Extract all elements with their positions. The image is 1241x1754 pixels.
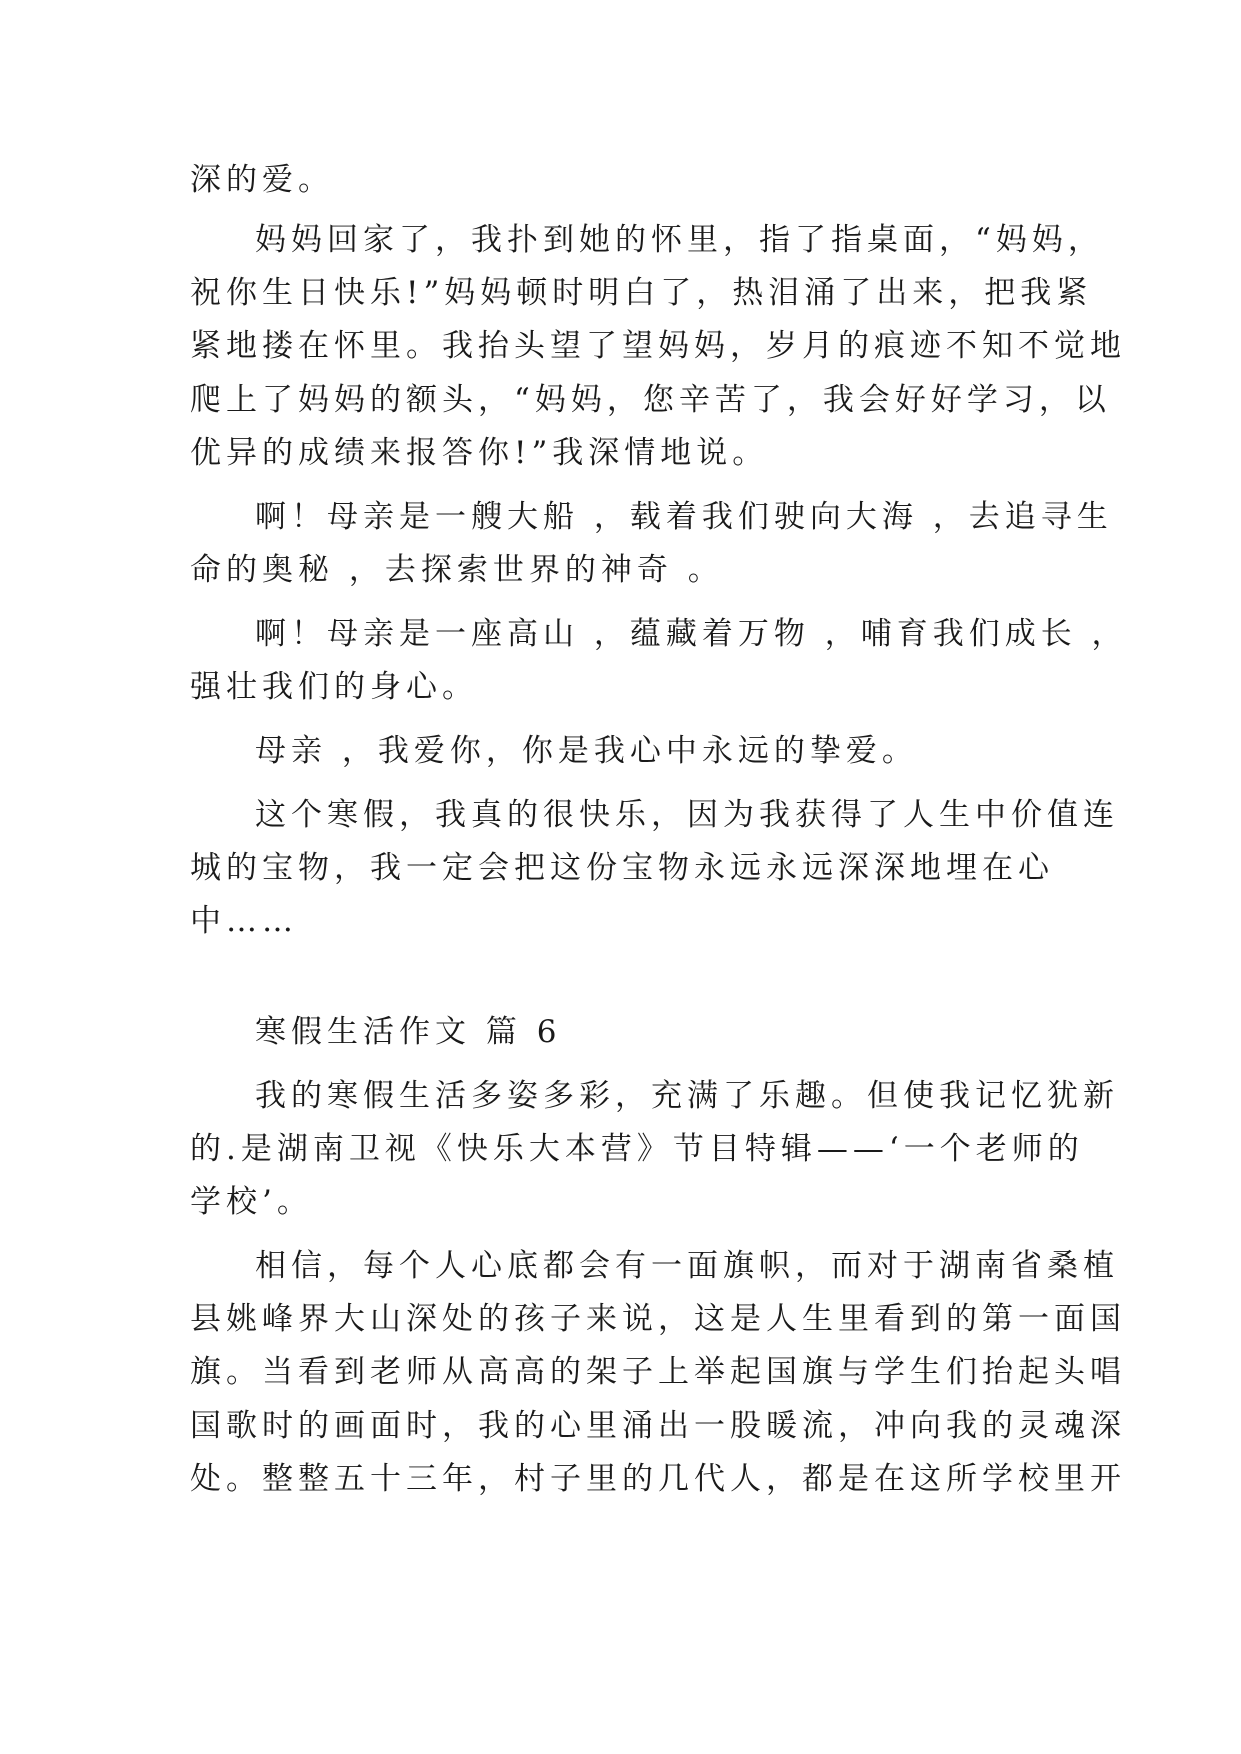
text-line: 祝你生日快乐!”妈妈顿时明白了，热泪涌了出来，把我紧: [190, 275, 1093, 311]
text-line: 强壮我们的身心。: [190, 669, 478, 705]
text-line: 中……: [190, 903, 298, 939]
text-line: 我的寒假生活多姿多彩，充满了乐趣。但使我记忆犹新: [255, 1078, 1119, 1114]
text-line: 爬上了妈妈的额头，“妈妈，您辛苦了，我会好好学习，以: [190, 382, 1111, 418]
text-line: 旗。当看到老师从高高的架子上举起国旗与学生们抬起头唱: [190, 1354, 1126, 1390]
text-line: 母亲 ，我爱你，你是我心中永远的挚爱。: [255, 733, 918, 769]
text-line: 的.是湖南卫视《快乐大本营》节目特辑——‘一个老师的: [190, 1131, 1084, 1167]
text-line: 相信，每个人心底都会有一面旗帜，而对于湖南省桑植: [255, 1248, 1119, 1284]
text-line: 妈妈回家了，我扑到她的怀里，指了指桌面，“妈妈，: [255, 222, 1104, 258]
text-line: 啊！母亲是一座高山 ，蕴藏着万物 ，哺育我们成长 ，: [255, 616, 1128, 652]
text-line: 命的奥秘 ，去探索世界的神奇 。: [190, 552, 724, 588]
text-line: 国歌时的画面时，我的心里涌出一股暖流，冲向我的灵魂深: [190, 1408, 1126, 1444]
text-line: 处。整整五十三年，村子里的几代人，都是在这所学校里开: [190, 1461, 1126, 1497]
text-line: 学校’。: [190, 1184, 313, 1220]
text-line: 县姚峰界大山深处的孩子来说，这是人生里看到的第一面国: [190, 1301, 1126, 1337]
text-line: 深的爱。: [190, 162, 334, 198]
text-line: 这个寒假，我真的很快乐，因为我获得了人生中价值连: [255, 797, 1119, 833]
text-line: 城的宝物，我一定会把这份宝物永远永远深深地埋在心: [190, 850, 1054, 886]
section-heading: 寒假生活作文 篇 6: [255, 1014, 562, 1050]
text-line: 啊！母亲是一艘大船 ，载着我们驶向大海 ，去追寻生: [255, 499, 1113, 535]
text-line: 优异的成绩来报答你!”我深情地说。: [190, 435, 769, 471]
text-line: 紧地搂在怀里。我抬头望了望妈妈，岁月的痕迹不知不觉地: [190, 328, 1126, 364]
